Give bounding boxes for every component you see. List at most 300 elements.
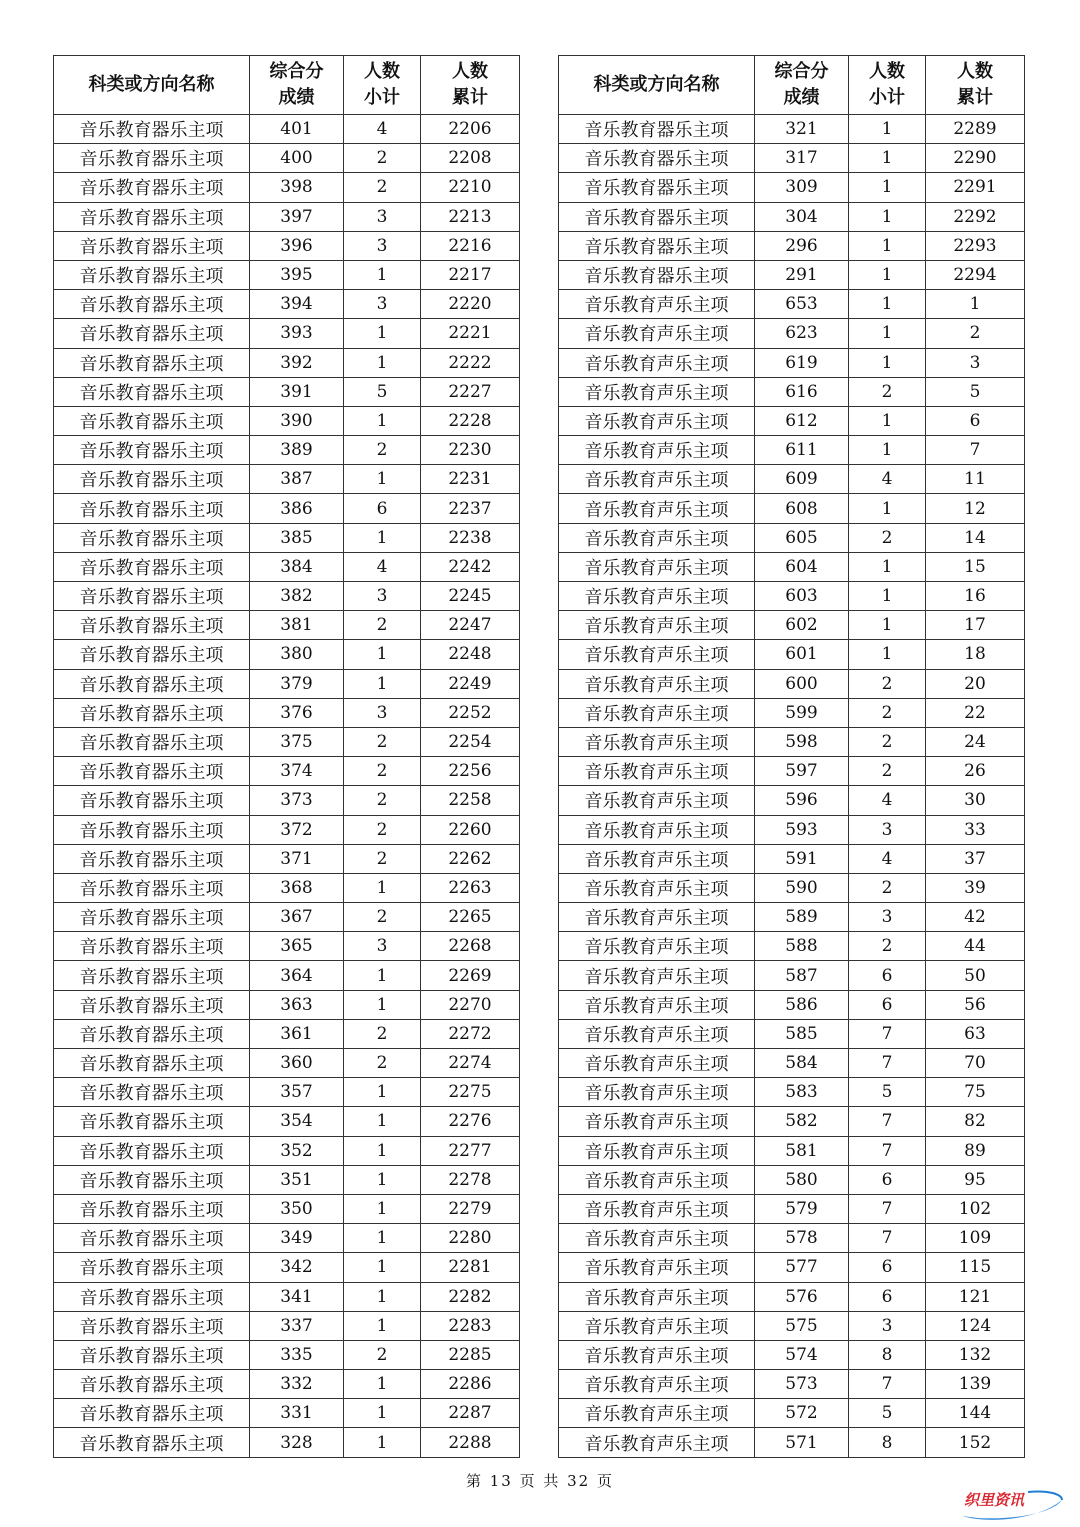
table-row (54, 932, 520, 961)
cell-cumulative: 2 (926, 319, 1025, 348)
cell-count: 2 (344, 1049, 421, 1078)
cell-score: 364 (250, 961, 344, 990)
cell-count: 5 (344, 377, 421, 406)
cell-cumulative: 109 (926, 1224, 1025, 1253)
table-row (54, 727, 520, 756)
table-row (54, 640, 520, 669)
cell-score: 291 (755, 260, 849, 289)
cell-count: 1 (344, 1078, 421, 1107)
cell-category: 音乐教育器乐主项 (54, 582, 250, 611)
cell-category: 音乐教育声乐主项 (559, 1136, 755, 1165)
cell-score: 582 (755, 1107, 849, 1136)
cell-count: 1 (344, 1311, 421, 1340)
cell-score: 392 (250, 348, 344, 377)
table-row (54, 173, 520, 202)
cell-cumulative: 63 (926, 1019, 1025, 1048)
cell-score: 397 (250, 202, 344, 231)
cell-cumulative: 2269 (421, 961, 520, 990)
table-row (559, 990, 1025, 1019)
cell-category: 音乐教育声乐主项 (559, 1107, 755, 1136)
cell-cumulative: 115 (926, 1253, 1025, 1282)
cell-count: 2 (849, 377, 926, 406)
table-row (54, 290, 520, 319)
table-row (559, 1165, 1025, 1194)
header-cumulative: 人数 累计 (926, 56, 1025, 115)
cell-count: 1 (344, 669, 421, 698)
cell-category: 音乐教育器乐主项 (54, 669, 250, 698)
table-row (54, 494, 520, 523)
table-row (54, 1311, 520, 1340)
cell-cumulative: 2254 (421, 727, 520, 756)
cell-score: 605 (755, 523, 849, 552)
cell-score: 601 (755, 640, 849, 669)
cell-count: 2 (344, 173, 421, 202)
cell-cumulative: 6 (926, 406, 1025, 435)
cell-category: 音乐教育器乐主项 (54, 1019, 250, 1048)
cell-score: 365 (250, 932, 344, 961)
table-row (559, 932, 1025, 961)
cell-category: 音乐教育器乐主项 (54, 1194, 250, 1223)
cell-score: 575 (755, 1311, 849, 1340)
table-row (559, 523, 1025, 552)
cell-category: 音乐教育声乐主项 (559, 348, 755, 377)
cell-count: 1 (849, 115, 926, 144)
cell-count: 2 (344, 727, 421, 756)
table-row (559, 1399, 1025, 1428)
cell-cumulative: 3 (926, 348, 1025, 377)
table-row (559, 815, 1025, 844)
cell-count: 2 (849, 523, 926, 552)
cell-count: 4 (849, 786, 926, 815)
cell-category: 音乐教育器乐主项 (54, 552, 250, 581)
cell-cumulative: 2294 (926, 260, 1025, 289)
cell-score: 588 (755, 932, 849, 961)
cell-cumulative: 2245 (421, 582, 520, 611)
cell-cumulative: 2285 (421, 1340, 520, 1369)
table-row (559, 465, 1025, 494)
table-row (559, 669, 1025, 698)
table-row (54, 348, 520, 377)
cell-score: 608 (755, 494, 849, 523)
cell-cumulative: 2249 (421, 669, 520, 698)
cell-cumulative: 24 (926, 727, 1025, 756)
cell-score: 398 (250, 173, 344, 202)
cell-score: 363 (250, 990, 344, 1019)
cell-cumulative: 89 (926, 1136, 1025, 1165)
cell-category: 音乐教育声乐主项 (559, 932, 755, 961)
table-row (559, 640, 1025, 669)
cell-cumulative: 2247 (421, 611, 520, 640)
cell-score: 616 (755, 377, 849, 406)
cell-cumulative: 42 (926, 903, 1025, 932)
table-row (559, 1224, 1025, 1253)
table-row (559, 961, 1025, 990)
cell-category: 音乐教育声乐主项 (559, 1078, 755, 1107)
cell-count: 1 (344, 1253, 421, 1282)
cell-score: 389 (250, 436, 344, 465)
cell-count: 1 (344, 1224, 421, 1253)
cell-count: 2 (849, 757, 926, 786)
cell-cumulative: 2231 (421, 465, 520, 494)
cell-category: 音乐教育声乐主项 (559, 406, 755, 435)
cell-category: 音乐教育声乐主项 (559, 990, 755, 1019)
table-row (559, 1049, 1025, 1078)
cell-category: 音乐教育器乐主项 (54, 1399, 250, 1428)
cell-cumulative: 26 (926, 757, 1025, 786)
cell-count: 1 (849, 552, 926, 581)
table-row (54, 873, 520, 902)
table-row (54, 757, 520, 786)
cell-cumulative: 12 (926, 494, 1025, 523)
cell-score: 372 (250, 815, 344, 844)
table-row (54, 815, 520, 844)
cell-cumulative: 2281 (421, 1253, 520, 1282)
cell-score: 401 (250, 115, 344, 144)
cell-category: 音乐教育器乐主项 (54, 436, 250, 465)
cell-count: 3 (849, 815, 926, 844)
table-row (54, 202, 520, 231)
table-row (54, 1428, 520, 1457)
cell-count: 3 (344, 932, 421, 961)
cell-score: 603 (755, 582, 849, 611)
cell-category: 音乐教育声乐主项 (559, 1399, 755, 1428)
table-row (54, 465, 520, 494)
cell-count: 1 (344, 990, 421, 1019)
cell-count: 5 (849, 1078, 926, 1107)
cell-score: 395 (250, 260, 344, 289)
cell-count: 1 (344, 260, 421, 289)
cell-category: 音乐教育声乐主项 (559, 1311, 755, 1340)
table-row (559, 1107, 1025, 1136)
cell-count: 1 (344, 1282, 421, 1311)
cell-score: 351 (250, 1165, 344, 1194)
cell-category: 音乐教育声乐主项 (559, 377, 755, 406)
cell-count: 6 (849, 1253, 926, 1282)
cell-score: 371 (250, 844, 344, 873)
cell-score: 341 (250, 1282, 344, 1311)
score-table-right (558, 55, 1025, 1458)
cell-count: 3 (849, 1311, 926, 1340)
cell-category: 音乐教育声乐主项 (559, 1049, 755, 1078)
cell-score: 367 (250, 903, 344, 932)
header-score: 综合分 成绩 (250, 56, 344, 115)
cell-count: 1 (849, 348, 926, 377)
cell-score: 368 (250, 873, 344, 902)
cell-cumulative: 2287 (421, 1399, 520, 1428)
cell-category: 音乐教育器乐主项 (54, 523, 250, 552)
cell-category: 音乐教育器乐主项 (54, 231, 250, 260)
cell-cumulative: 2277 (421, 1136, 520, 1165)
cell-cumulative: 2260 (421, 815, 520, 844)
cell-cumulative: 144 (926, 1399, 1025, 1428)
cell-score: 382 (250, 582, 344, 611)
cell-category: 音乐教育声乐主项 (559, 436, 755, 465)
table-row (559, 1019, 1025, 1048)
cell-count: 1 (344, 1370, 421, 1399)
cell-cumulative: 2275 (421, 1078, 520, 1107)
cell-count: 7 (849, 1049, 926, 1078)
table-row (559, 698, 1025, 727)
cell-cumulative: 33 (926, 815, 1025, 844)
cell-count: 8 (849, 1428, 926, 1457)
cell-cumulative: 2256 (421, 757, 520, 786)
cell-count: 7 (849, 1194, 926, 1223)
table-row (54, 1370, 520, 1399)
table-row (54, 115, 520, 144)
cell-cumulative: 11 (926, 465, 1025, 494)
cell-count: 1 (849, 202, 926, 231)
cell-category: 音乐教育器乐主项 (54, 990, 250, 1019)
cell-score: 623 (755, 319, 849, 348)
table-row (54, 436, 520, 465)
cell-count: 1 (849, 290, 926, 319)
cell-cumulative: 2293 (926, 231, 1025, 260)
cell-cumulative: 2206 (421, 115, 520, 144)
cell-cumulative: 139 (926, 1370, 1025, 1399)
cell-category: 音乐教育声乐主项 (559, 552, 755, 581)
cell-cumulative: 2268 (421, 932, 520, 961)
cell-count: 3 (344, 582, 421, 611)
cell-count: 7 (849, 1019, 926, 1048)
cell-count: 1 (849, 436, 926, 465)
cell-cumulative: 2222 (421, 348, 520, 377)
cell-category: 音乐教育器乐主项 (54, 873, 250, 902)
cell-cumulative: 2213 (421, 202, 520, 231)
cell-count: 2 (344, 815, 421, 844)
table-row (559, 873, 1025, 902)
cell-count: 2 (849, 873, 926, 902)
cell-score: 394 (250, 290, 344, 319)
cell-cumulative: 2288 (421, 1428, 520, 1457)
table-row (54, 319, 520, 348)
cell-category: 音乐教育器乐主项 (54, 144, 250, 173)
cell-count: 7 (849, 1136, 926, 1165)
cell-count: 1 (344, 406, 421, 435)
table-row (54, 990, 520, 1019)
cell-count: 1 (344, 319, 421, 348)
cell-category: 音乐教育器乐主项 (559, 173, 755, 202)
table-row (559, 903, 1025, 932)
cell-cumulative: 44 (926, 932, 1025, 961)
table-row (54, 260, 520, 289)
cell-category: 音乐教育器乐主项 (54, 1224, 250, 1253)
cell-cumulative: 152 (926, 1428, 1025, 1457)
cell-category: 音乐教育器乐主项 (54, 1340, 250, 1369)
table-row (54, 1224, 520, 1253)
cell-cumulative: 2230 (421, 436, 520, 465)
table-row (559, 377, 1025, 406)
cell-score: 379 (250, 669, 344, 698)
cell-cumulative: 2272 (421, 1019, 520, 1048)
cell-score: 586 (755, 990, 849, 1019)
cell-category: 音乐教育器乐主项 (54, 173, 250, 202)
cell-category: 音乐教育声乐主项 (559, 1194, 755, 1223)
cell-category: 音乐教育器乐主项 (559, 202, 755, 231)
header-cumulative: 人数 累计 (421, 56, 520, 115)
cell-category: 音乐教育器乐主项 (54, 757, 250, 786)
cell-category: 音乐教育声乐主项 (559, 1019, 755, 1048)
cell-category: 音乐教育器乐主项 (54, 1311, 250, 1340)
cell-count: 1 (849, 640, 926, 669)
cell-count: 7 (849, 1370, 926, 1399)
cell-cumulative: 15 (926, 552, 1025, 581)
cell-cumulative: 2265 (421, 903, 520, 932)
cell-category: 音乐教育声乐主项 (559, 903, 755, 932)
cell-score: 580 (755, 1165, 849, 1194)
cell-cumulative: 1 (926, 290, 1025, 319)
cell-count: 1 (344, 1399, 421, 1428)
cell-count: 4 (849, 465, 926, 494)
table-row (54, 1078, 520, 1107)
table-row (54, 1194, 520, 1223)
cell-count: 2 (849, 727, 926, 756)
cell-count: 2 (344, 1019, 421, 1048)
table-row (559, 494, 1025, 523)
cell-cumulative: 37 (926, 844, 1025, 873)
cell-count: 2 (344, 786, 421, 815)
cell-cumulative: 22 (926, 698, 1025, 727)
cell-score: 350 (250, 1194, 344, 1223)
cell-count: 1 (344, 640, 421, 669)
cell-count: 1 (344, 523, 421, 552)
cell-category: 音乐教育器乐主项 (54, 406, 250, 435)
cell-count: 4 (849, 844, 926, 873)
cell-category: 音乐教育声乐主项 (559, 1224, 755, 1253)
cell-score: 579 (755, 1194, 849, 1223)
watermark-logo (958, 1486, 1068, 1522)
table-body-right (559, 115, 1025, 1458)
cell-cumulative: 2270 (421, 990, 520, 1019)
cell-count: 5 (849, 1399, 926, 1428)
cell-category: 音乐教育声乐主项 (559, 961, 755, 990)
table-row (559, 231, 1025, 260)
cell-count: 1 (849, 494, 926, 523)
header-category: 科类或方向名称 (559, 56, 755, 115)
cell-count: 1 (344, 1428, 421, 1457)
cell-category: 音乐教育器乐主项 (54, 961, 250, 990)
cell-category: 音乐教育器乐主项 (54, 260, 250, 289)
cell-cumulative: 2217 (421, 260, 520, 289)
page-footer: 第 13 页 共 32 页 (465, 1472, 614, 1490)
cell-cumulative: 2210 (421, 173, 520, 202)
cell-count: 1 (344, 1136, 421, 1165)
table-row (54, 844, 520, 873)
table-row (54, 1340, 520, 1369)
cell-cumulative: 39 (926, 873, 1025, 902)
cell-category: 音乐教育器乐主项 (54, 1136, 250, 1165)
cell-score: 390 (250, 406, 344, 435)
cell-score: 349 (250, 1224, 344, 1253)
cell-cumulative: 102 (926, 1194, 1025, 1223)
cell-cumulative: 2289 (926, 115, 1025, 144)
cell-count: 2 (344, 144, 421, 173)
cell-score: 309 (755, 173, 849, 202)
cell-score: 380 (250, 640, 344, 669)
cell-score: 374 (250, 757, 344, 786)
table-row (559, 1194, 1025, 1223)
table-row (559, 144, 1025, 173)
table-row (559, 1078, 1025, 1107)
table-row (559, 1136, 1025, 1165)
cell-category: 音乐教育声乐主项 (559, 640, 755, 669)
table-header-row (54, 56, 520, 115)
cell-category: 音乐教育器乐主项 (54, 1107, 250, 1136)
cell-cumulative: 2292 (926, 202, 1025, 231)
cell-category: 音乐教育声乐主项 (559, 1428, 755, 1457)
cell-score: 317 (755, 144, 849, 173)
cell-category: 音乐教育器乐主项 (54, 1253, 250, 1282)
table-row (54, 1253, 520, 1282)
cell-count: 1 (849, 406, 926, 435)
cell-category: 音乐教育器乐主项 (54, 1049, 250, 1078)
cell-cumulative: 2283 (421, 1311, 520, 1340)
cell-count: 8 (849, 1340, 926, 1369)
cell-score: 593 (755, 815, 849, 844)
cell-score: 589 (755, 903, 849, 932)
cell-category: 音乐教育声乐主项 (559, 290, 755, 319)
cell-cumulative: 2228 (421, 406, 520, 435)
cell-score: 321 (755, 115, 849, 144)
table-row (54, 406, 520, 435)
cell-count: 6 (344, 494, 421, 523)
cell-cumulative: 2248 (421, 640, 520, 669)
table-row (559, 611, 1025, 640)
cell-category: 音乐教育声乐主项 (559, 844, 755, 873)
cell-category: 音乐教育声乐主项 (559, 1340, 755, 1369)
cell-score: 653 (755, 290, 849, 319)
table-row (54, 1019, 520, 1048)
table-row (54, 698, 520, 727)
cell-cumulative: 20 (926, 669, 1025, 698)
cell-cumulative: 2282 (421, 1282, 520, 1311)
table-row (54, 552, 520, 581)
table-row (54, 582, 520, 611)
cell-category: 音乐教育器乐主项 (54, 202, 250, 231)
cell-cumulative: 16 (926, 582, 1025, 611)
cell-cumulative: 70 (926, 1049, 1025, 1078)
cell-cumulative: 2274 (421, 1049, 520, 1078)
cell-category: 音乐教育声乐主项 (559, 523, 755, 552)
cell-cumulative: 2221 (421, 319, 520, 348)
cell-category: 音乐教育声乐主项 (559, 727, 755, 756)
table-row (559, 582, 1025, 611)
cell-score: 609 (755, 465, 849, 494)
cell-score: 375 (250, 727, 344, 756)
cell-cumulative: 56 (926, 990, 1025, 1019)
cell-cumulative: 2227 (421, 377, 520, 406)
cell-category: 音乐教育器乐主项 (54, 1370, 250, 1399)
cell-count: 7 (849, 1224, 926, 1253)
table-row (559, 319, 1025, 348)
table-row (559, 1428, 1025, 1457)
cell-score: 385 (250, 523, 344, 552)
cell-cumulative: 2252 (421, 698, 520, 727)
cell-cumulative: 2262 (421, 844, 520, 873)
table-row (54, 377, 520, 406)
table-body-left (54, 115, 520, 1458)
cell-category: 音乐教育声乐主项 (559, 494, 755, 523)
cell-category: 音乐教育器乐主项 (54, 844, 250, 873)
table-row (54, 144, 520, 173)
cell-cumulative: 17 (926, 611, 1025, 640)
cell-count: 3 (344, 231, 421, 260)
cell-cumulative: 2276 (421, 1107, 520, 1136)
cell-count: 1 (344, 1107, 421, 1136)
cell-score: 599 (755, 698, 849, 727)
cell-count: 1 (849, 173, 926, 202)
table-header-row (559, 56, 1025, 115)
table-row (54, 1136, 520, 1165)
